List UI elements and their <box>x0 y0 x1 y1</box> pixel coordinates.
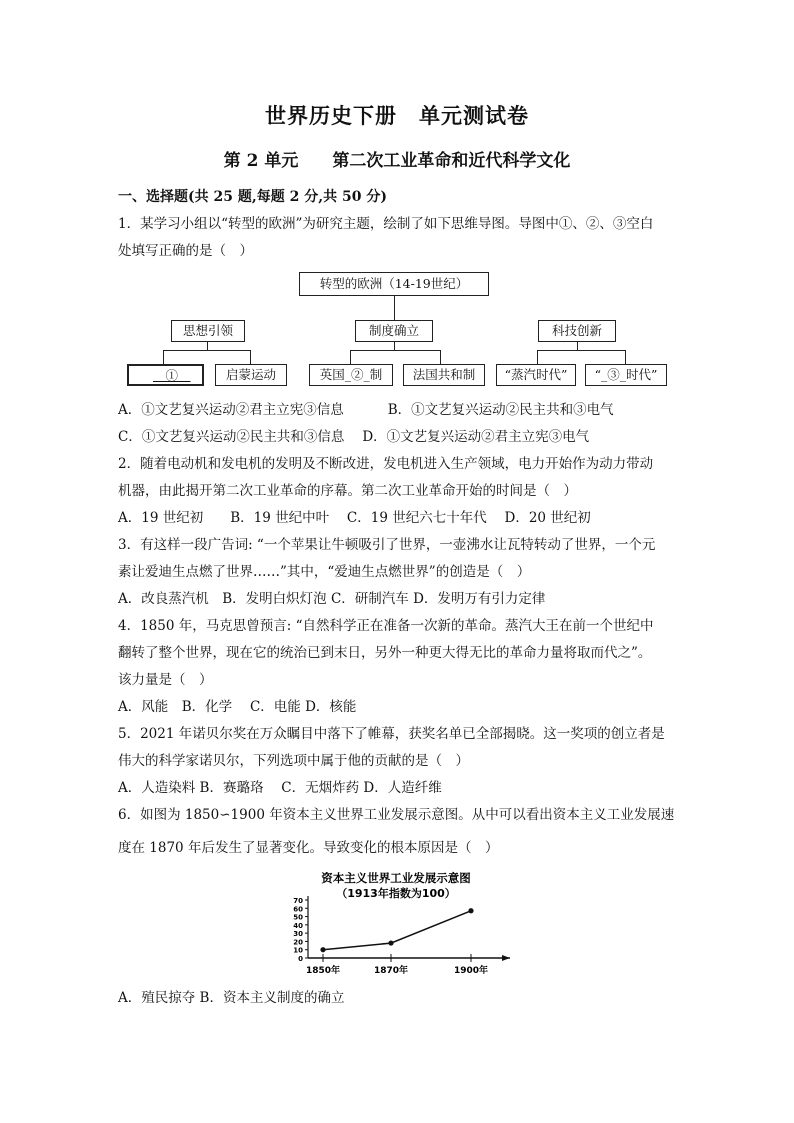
page-title: 世界历史下册 单元测试卷 <box>265 103 529 128</box>
y-tick-label: 40 <box>293 921 303 930</box>
q1-option-a: A．①文艺复兴运动②君主立宪③信息 <box>118 402 344 418</box>
map-leaf-france: 法国共和制 <box>403 364 485 386</box>
q6-stem-line: 6．如图为 1850∽1900 年资本主义世界工业发展示意图。从中可以看出资本主义工业发展速 <box>118 807 675 823</box>
y-tick-label: 60 <box>293 905 303 914</box>
y-tick-label: 10 <box>293 946 303 955</box>
y-tick-label: 30 <box>293 930 303 939</box>
unit-subtitle: 第 2 单元 第二次工业革命和近代科学文化 <box>223 151 571 171</box>
q5-stem-line: 5．2021 年诺贝尔奖在万众瞩目中落下了帷幕，获奖名单已全部揭晓。这一奖项的创立者是 <box>118 726 665 742</box>
y-tick-label: 50 <box>293 913 303 922</box>
map-leaf-1: ① <box>127 364 204 386</box>
map-branch-tech: 科技创新 <box>538 320 616 342</box>
y-tick-label: 20 <box>293 938 303 947</box>
y-tick-label: 0 <box>298 955 303 963</box>
q5-stem-line: 伟大的科学家诺贝尔，下列选项中属于他的贡献的是（ ） <box>118 753 469 769</box>
chart-subtitle: （1913年指数为100） <box>336 887 456 900</box>
map-leaf-steam: “蒸汽时代” <box>496 364 576 386</box>
q1-option-d: D．①文艺复兴运动②君主立宪③电气 <box>362 429 590 445</box>
q1-options-row <box>118 397 678 424</box>
q2-options: A．19 世纪初 B．19 世纪中叶 C．19 世纪六七十年代 D．20 世纪初 <box>118 510 591 526</box>
q4-stem-line: 翻转了整个世界，现在它的统治已到末日，另外一种更大得无比的革命力量将取而代之”。 <box>118 645 652 661</box>
q5-options: A．人造染料 B．赛璐珞 C．无烟炸药 D．人造纤维 <box>118 780 442 796</box>
map-leaf-3: “_③_时代” <box>585 364 667 386</box>
q4-stem-line: 该力量是（ ） <box>118 672 213 688</box>
x-tick-label: 1870年 <box>373 966 409 976</box>
map-root: 转型的欧洲（14-19世纪） <box>299 272 489 296</box>
q3-options: A．改良蒸汽机 B．发明白炽灯泡 C．研制汽车 D．发明万有引力定律 <box>118 591 546 607</box>
q4-options: A．风能 B．化学 C．电能 D．核能 <box>118 699 357 715</box>
map-branch-system: 制度确立 <box>355 320 433 342</box>
q4-stem-line: 4．1850 年，马克思曾预言: “自然科学正在准备一次新的革命。蒸汽大王在前一个世纪中 <box>118 618 654 634</box>
q1-stem-line: 1．某学习小组以“转型的欧洲”为研究主题，绘制了如下思维导图。导图中①、②、③空白 <box>118 216 654 232</box>
data-point <box>320 947 325 952</box>
chart-title: 资本主义世界工业发展示意图 <box>321 871 471 885</box>
q3-stem-line: 3．有这样一段广告词: “一个苹果让牛顿吸引了世界，一壶沸水让瓦特转动了世界，一个元 <box>118 537 656 553</box>
data-point <box>468 908 473 913</box>
q1-option-c: C．①文艺复兴运动②民主共和③信息 <box>118 429 345 445</box>
section-heading: 一、选择题(共 25 题,每题 2 分,共 50 分) <box>118 189 387 205</box>
q3-stem-line: 素让爱迪生点燃了世界……”其中，“爱迪生点燃世界”的创造是（ ） <box>118 564 531 580</box>
q1-options-row <box>118 424 678 451</box>
x-tick-label: 1850年 <box>305 966 341 976</box>
x-axis-arrow <box>502 955 510 961</box>
map-leaf-britain: 英国_②_制 <box>309 364 393 386</box>
industry-chart <box>278 868 518 978</box>
series-line <box>323 911 471 950</box>
q2-stem-line: 2．随着电动机和发电机的发明及不断改进，发电机进入生产领域，电力开始作为动力带动 <box>118 456 654 472</box>
map-branch-thought: 思想引领 <box>171 320 245 342</box>
q1-stem-line: 处填写正确的是（ ） <box>118 243 253 259</box>
y-tick-label: 70 <box>293 897 303 905</box>
data-point <box>388 940 393 945</box>
q2-stem-line: 机器，由此揭开第二次工业革命的序幕。第二次工业革命开始的时间是（ ） <box>118 483 577 499</box>
x-tick-label: 1900年 <box>453 966 489 976</box>
q1-option-b: B．①文艺复兴运动②民主共和③电气 <box>387 402 614 418</box>
q6-options: A．殖民掠夺 B．资本主义制度的确立 <box>118 990 345 1006</box>
q6-stem-line: 度在 1870 年后发生了显著变化。导致变化的根本原因是（ ） <box>118 840 499 856</box>
map-leaf-enlightenment: 启蒙运动 <box>215 364 287 386</box>
